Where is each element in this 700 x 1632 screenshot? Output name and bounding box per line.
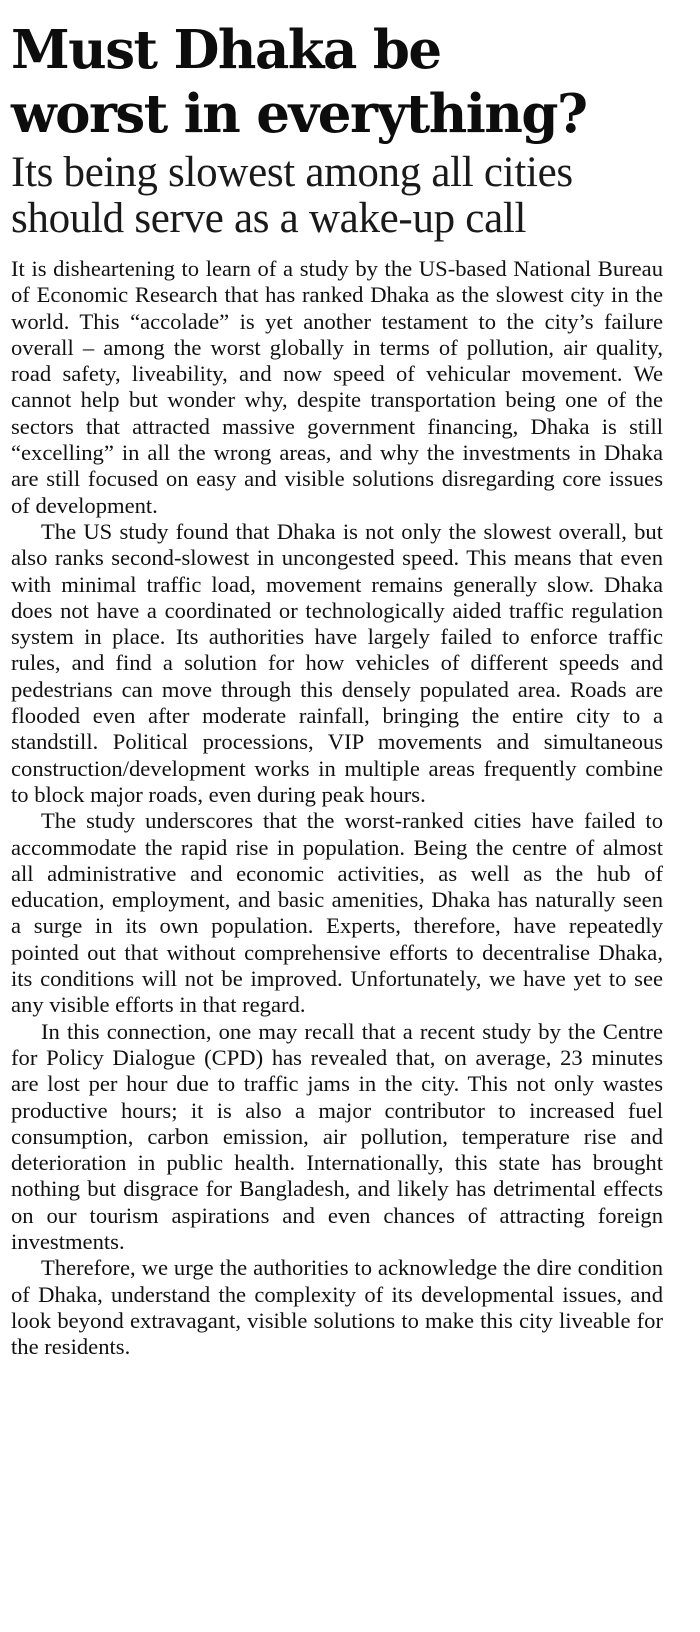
paragraph-3: The study underscores that the worst-ranked cities have failed to accommodate the rapid rise in population. Being the centre of almost all administrative and economic activities, as well as the hub of education, employment, and basic amenities, Dhaka has naturally seen a surge in its own population. Experts, therefore, have repeatedly pointed out that without comprehensive efforts to decentralise Dhaka, its conditions will not be improved. Unfortunately, we have yet to see any visible efforts in that regard.: [11, 808, 663, 1018]
headline: [11, 18, 663, 146]
subheadline: [11, 150, 663, 242]
subheadline-line-1: Its being slowest among all cities: [11, 149, 573, 196]
paragraph-4: In this connection, one may recall that a recent study by the Centre for Policy Dialogue (CPD) has revealed that, on average, 23 minutes are lost per hour due to traffic jams in the city. This not only wastes productive hours; it is also a major contributor to increased fuel consumption, carbon emission, air pollution, temperature rise and deterioration in public health. Internationally, this state has brought nothing but disgrace for Bangladesh, and likely has detrimental effects on our tourism aspirations and even chances of attracting foreign investments.: [11, 1018, 663, 1254]
headline-line-1: Must Dhaka be: [11, 19, 441, 81]
paragraph-2: The US study found that Dhaka is not only the slowest overall, but also ranks second-slowest in uncongested speed. This means that even with minimal traffic load, movement remains generally slow. Dhaka does not have a coordinated or technologically aided traffic regulation system in place. Its authorities have largely failed to enforce traffic rules, and find a solution for how vehicles of different speeds and pedestrians can move through this densely populated area. Roads are flooded even after moderate rainfall, bringing the entire city to a standstill. Political processions, VIP movements and simultaneous construction/development works in multiple areas frequently combine to block major roads, even during peak hours.: [11, 518, 663, 807]
article-body: [11, 256, 663, 1360]
paragraph-5: Therefore, we urge the authorities to acknowledge the dire condition of Dhaka, understand the complexity of its developmental issues, and look beyond extravagant, visible solutions to make this city liveable for the residents.: [11, 1255, 663, 1360]
headline-line-2: worst in everything?: [11, 83, 587, 145]
subheadline-line-2: should serve as a wake-up call: [11, 195, 527, 242]
editorial-article: [11, 18, 663, 1360]
paragraph-1: It is disheartening to learn of a study by the US-based National Bureau of Economic Research that has ranked Dhaka as the slowest city in the world. This “accolade” is yet another testament to the city’s failure overall – among the worst globally in terms of pollution, air quality, road safety, liveability, and now speed of vehicular movement. We cannot help but wonder why, despite transportation being one of the sectors that attracted massive government financing, Dhaka is still “excelling” in all the wrong areas, and why the investments in Dhaka are still focused on easy and visible solutions disregarding core issues of development.: [11, 256, 663, 518]
